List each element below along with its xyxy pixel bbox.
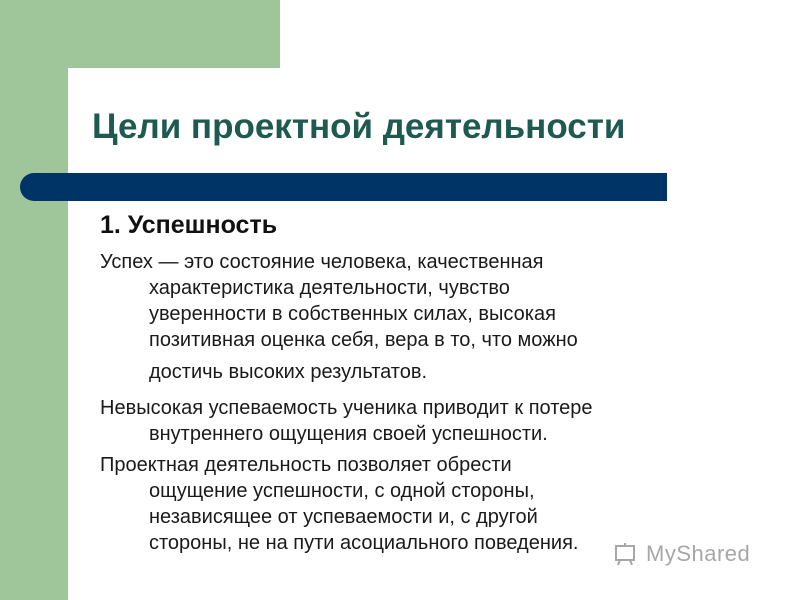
paragraph-line: внутреннего ощущения своей успешности. — [149, 423, 548, 445]
paragraph-line: позитивная оценка себя, вера в то, что можно — [149, 329, 578, 351]
paragraph-line: уверенности в собственных силах, высокая — [149, 303, 556, 325]
paragraph-success-definition — [100, 249, 710, 385]
myshared-logo-icon — [614, 542, 640, 566]
title-underline-bar — [20, 173, 667, 201]
paragraph-line: Невысокая успеваемость ученика приводит к потере — [100, 397, 593, 419]
paragraph-line: ощущение успешности, с одной стороны, — [149, 480, 535, 502]
paragraph-line: стороны, не на пути асоциального поведения. — [149, 532, 579, 554]
paragraph-line: Успех — это состояние человека, качественная — [100, 251, 544, 273]
paragraph-line: Проектная деятельность позволяет обрести — [100, 454, 512, 476]
watermark-text: MyShared — [646, 541, 751, 566]
paragraph-line: достичь высоких результатов. — [149, 361, 428, 383]
section-heading: 1. Успешность — [100, 211, 278, 239]
paragraph-line: независящее от успеваемости и, с другой — [149, 506, 538, 528]
green-frame-left — [0, 0, 68, 600]
watermark — [614, 541, 750, 567]
green-frame-top — [0, 0, 280, 68]
paragraph-low-performance — [100, 395, 710, 447]
slide-title: Цели проектной деятельности — [92, 107, 626, 146]
paragraph-line: характеристика деятельности, чувство — [149, 277, 510, 299]
